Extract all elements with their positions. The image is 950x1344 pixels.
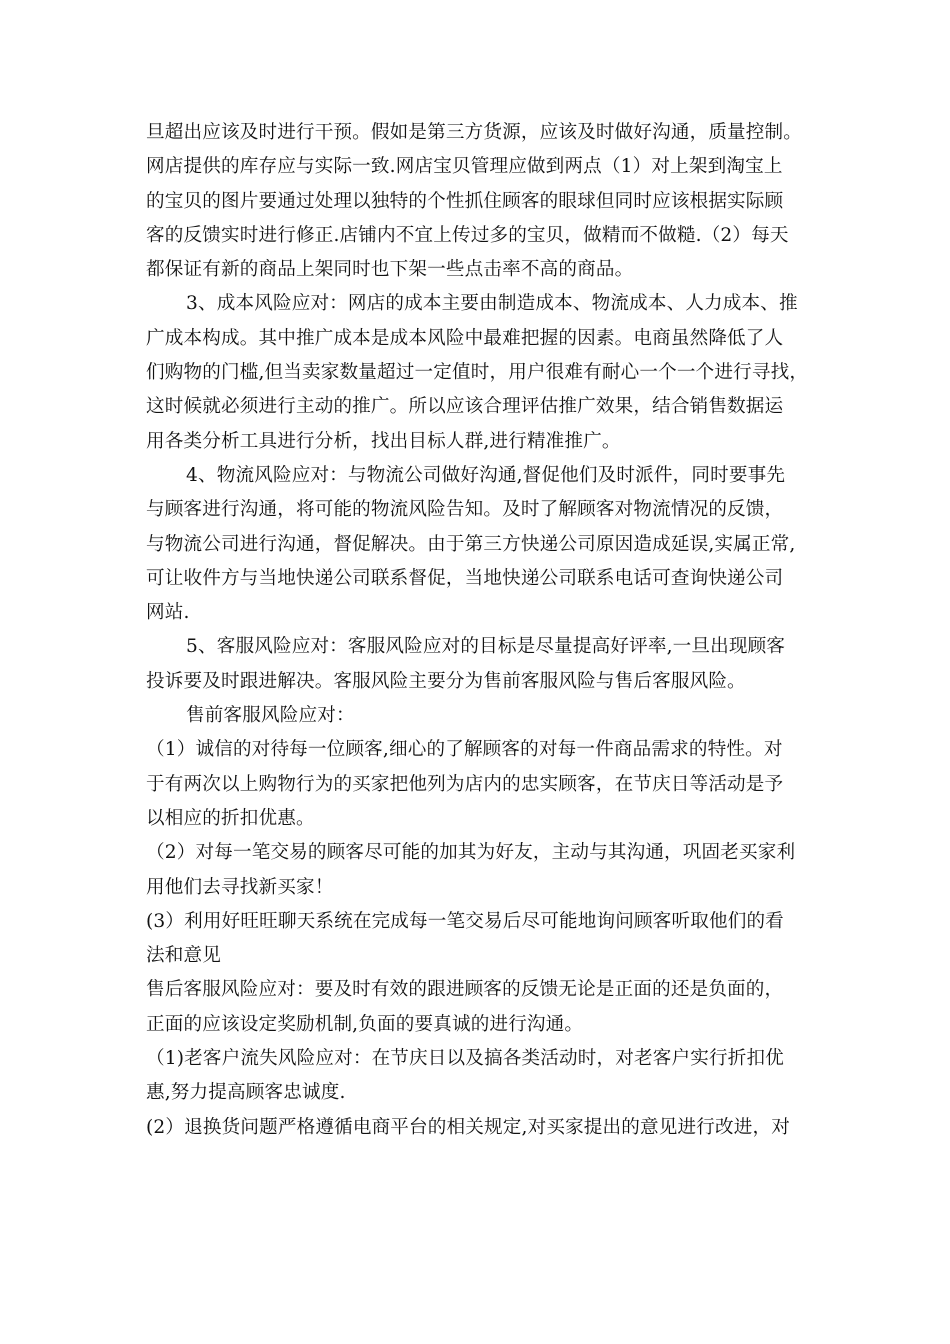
- text-line: 用他们去寻找新买家！: [146, 876, 334, 898]
- text-line: (2）退换货问题严格遵循电商平台的相关规定,对买家提出的意见进行改进，对: [146, 1116, 790, 1138]
- text-line: 这时候就必须进行主动的推广。所以应该合理评估推广效果，结合销售数据运: [146, 396, 784, 418]
- section-heading-line: 5、客服风险应对：客服风险应对的目标是尽量提高好评率,一旦出现顾客: [186, 636, 786, 658]
- document-body: [146, 116, 816, 1145]
- text-line: 售后客服风险应对：要及时有效的跟进顾客的反馈无论是正面的还是负面的，: [146, 979, 784, 1001]
- text-line: 网站.: [146, 602, 190, 624]
- text-line: 于有两次以上购物行为的买家把他列为店内的忠实顾客，在节庆日等活动是予: [146, 773, 784, 795]
- text-line: 惠,努力提高顾客忠诚度.: [146, 1082, 346, 1104]
- section-heading-line: 3、成本风险应对：网店的成本主要由制造成本、物流成本、人力成本、推: [186, 293, 798, 315]
- text-line: 与顾客进行沟通，将可能的物流风险告知。及时了解顾客对物流情况的反馈，: [146, 499, 784, 521]
- text-line: 旦超出应该及时进行干预。假如是第三方货源，应该及时做好沟通，质量控制。: [146, 122, 803, 143]
- text-line: 正面的应该设定奖励机制,负面的要真诚的进行沟通。: [146, 1013, 584, 1035]
- text-line: 可让收件方与当地快递公司联系督促，当地快递公司联系电话可查询快递公司: [146, 567, 784, 589]
- text-line: 网店提供的库存应与实际一致.网店宝贝管理应做到两点（1）对上架到淘宝上: [146, 156, 783, 178]
- text-line: 客的反馈实时进行修正.店铺内不宜上传过多的宝贝，做精而不做糙.（2）每天: [146, 224, 789, 246]
- text-line: 与物流公司进行沟通，督促解决。由于第三方快递公司原因造成延误,实属正常,: [146, 533, 796, 555]
- text-line: 广成本构成。其中推广成本是成本风险中最难把握的因素。电商虽然降低了人: [146, 327, 784, 349]
- text-line: 以相应的折扣优惠。: [146, 807, 315, 829]
- text-line: 投诉要及时跟进解决。客服风险主要分为售前客服风险与售后客服风险。: [146, 670, 746, 692]
- text-line: 法和意见: [146, 945, 221, 967]
- text-line: （1)老客户流失风险应对：在节庆日以及搞各类活动时，对老客户实行折扣优: [146, 1048, 784, 1070]
- text-line: 都保证有新的商品上架同时也下架一些点击率不高的商品。: [146, 259, 634, 281]
- text-line: (3）利用好旺旺聊天系统在完成每一笔交易后尽可能地询问顾客听取他们的看: [146, 910, 784, 932]
- text-line: 的宝贝的图片要通过处理以独特的个性抓住顾客的眼球但同时应该根据实际顾: [146, 190, 784, 212]
- subheading-line: 售前客服风险应对：: [186, 705, 355, 727]
- text-line: （1）诚信的对待每一位顾客,细心的了解顾客的对每一件商品需求的特性。对: [146, 739, 783, 761]
- section-heading-line: 4、物流风险应对：与物流公司做好沟通,督促他们及时派件，同时要事先: [186, 464, 786, 486]
- text-line: （2）对每一笔交易的顾客尽可能的加其为好友，主动与其沟通，巩固老买家利: [146, 842, 796, 864]
- text-line: 们购物的门槛,但当卖家数量超过一定值时，用户很难有耐心一个一个进行寻找，: [146, 362, 809, 384]
- text-line: 用各类分析工具进行分析，找出目标人群,进行精准推广。: [146, 430, 621, 452]
